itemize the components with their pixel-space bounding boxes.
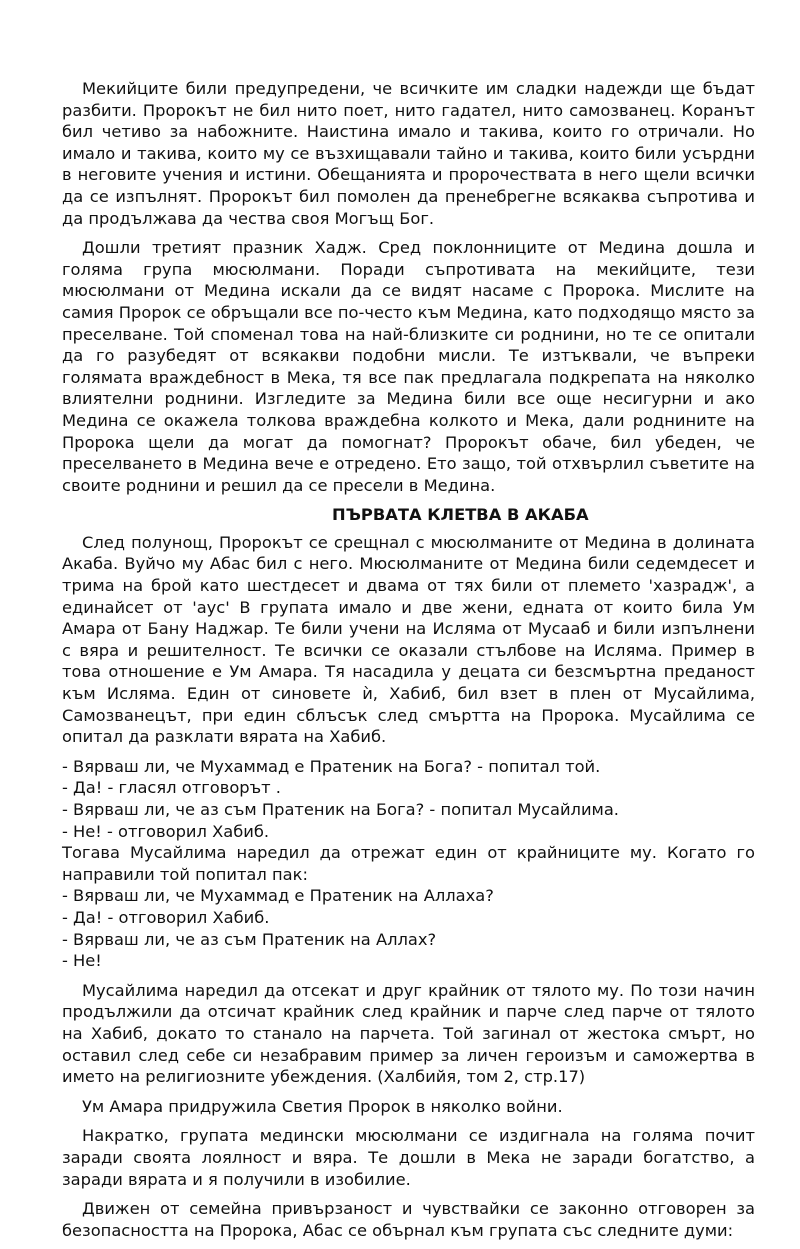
dialogue-line-4: - Не! - отговорил Хабиб. [62,821,270,841]
paragraph-5: Ум Амара придружила Светия Пророк в няколко войни. [82,1096,563,1116]
paragraph-1: Мекийците били предупредени, че всичките им сладки надежди ще бъдат разбити. Пророкът не бил нито поет, нито гадател, нито самозванец. Коранът бил четиво за набожните. Наистина имало и такива, които го отричали. Но имало и такива, които му се възхищавали тайно и такива, които били усърдни в неговите учения и истини. Обещанията и пророчествата в него щели всички да се изпълнят. Пророкът бил помолен да пренебрегне всякаква съпротива и да продължава да чества своя Могъщ Бог. [62,79,755,228]
dialogue-line-2: - Да! - гласял отговорът . [62,778,281,798]
dialogue-line-8: - Вярваш ли, че аз съм Пратеник на Аллах? [62,929,437,949]
dialogue-line-1: - Вярваш ли, че Мухаммад е Пратеник на Бога? - попитал той. [62,756,601,776]
dialogue-block [62,756,755,972]
paragraph-2: Дошли третият празник Хадж. Сред поклонниците от Медина дошла и голяма група мюсюлмани. Поради съпротивата на мекийците, тези мюсюлмани от Медина искали да се видят насаме с Пророка. Мислите на самия Пророк се обръщали все по-често към Медина, като подходящо място за преселване. Той споменал това на най-близките си роднини, но те се опитали да го разубедят от всякакви подобни мисли. Те изтъквали, че въпреки голямата враждебност в Мека, тя все пак предлагала подкрепата на няколко влиятелни роднини. Изгледите за Медина били все още несигурни и ако Медина се окажела толкова враждебна колкото и Мека, дали роднините на Пророка щели да могат да помогнат? Пророкът обаче, бил убеден, че преселването в Медина вече е отредено. Ето защо, той отхвърлил съветите на своите роднини и решил да се пресели в Медина. [62,238,755,495]
document-page [62,78,755,1249]
section-heading: ПЪРВАТА КЛЕТВА В АКАБА [332,505,589,525]
dialogue-line-5: Тогава Мусайлима наредил да отрежат един от крайниците му. Когато го направили той попитал пак: [62,843,755,884]
dialogue-line-9: - Не! [62,951,102,971]
dialogue-line-6: - Вярваш ли, че Мухаммад е Пратеник на Аллаха? [62,886,494,906]
dialogue-line-3: - Вярваш ли, че аз съм Пратеник на Бога? - попитал Мусайлима. [62,800,619,819]
dialogue-line-7: - Да! - отговорил Хабиб. [62,907,270,927]
paragraph-7: Движен от семейна привързаност и чувствайки се законно отговорен за безопасността на Пророка, Абас се обърнал към групата със следните думи: [62,1199,755,1240]
paragraph-3: След полунощ, Пророкът се срещнал с мюсюлманите от Медина в долината Акаба. Вуйчо му Абас бил с него. Мюсюлманите от Медина били седемдесет и трима на брой като шестдесет и двама от тях били от племето 'хазрадж', а единайсет от 'аус' В групата имало и две жени, едната от които била Ум Амара от Бану Наджар. Те били учени на Исляма от Мусааб и били изпълнени с вяра и решителност. Те всички се оказали стълбове на Исляма. Пример в това отношение е Ум Амара. Тя насадила у децата си безсмъртна преданост към Исляма. Един от синовете ѝ, Хабиб, бил взет в плен от Мусайлима, Самозванецът, при един сблъсък след смъртта на Пророка. Мусайлима се опитал да разклати вярата на Хабиб. [62,532,755,747]
paragraph-6: Накратко, групата медински мюсюлмани се издигнала на голяма почит заради своята лоялност и вяра. Те дошли в Мека не заради богатство, а заради вярата и я получили в изобилие. [62,1126,755,1189]
paragraph-4: Мусайлима наредил да отсекат и друг крайник от тялото му. По този начин продължили да отсичат крайник след крайник и парче след парче от тялото на Хабиб, докато то станало на парчета. Той загинал от жестока смърт, но оставил след себе си незабравим пример за личен героизъм и саможертва в името на религиозните убеждения. (Халбийя, том 2, стр.17) [62,980,755,1087]
